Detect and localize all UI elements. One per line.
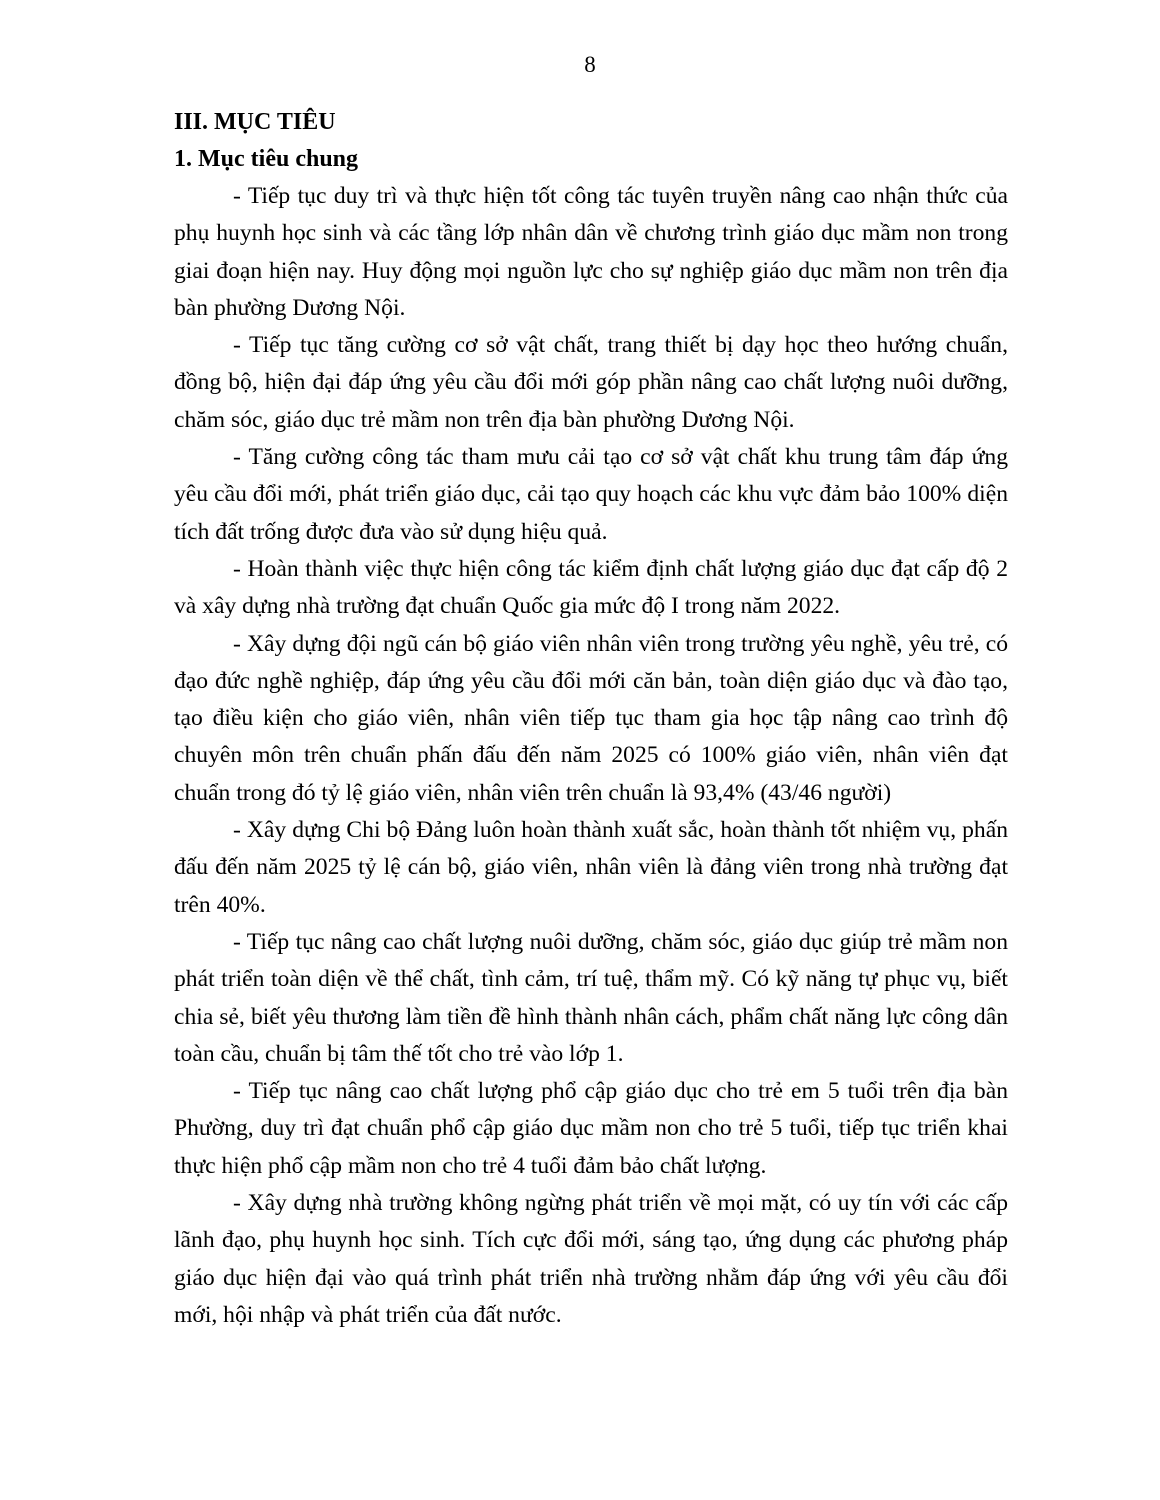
document-body — [174, 104, 1008, 1334]
subsection-heading: 1. Mục tiêu chung — [174, 146, 359, 172]
paragraph-8: - Tiếp tục nâng cao chất lượng phổ cập giáo dục cho trẻ em 5 tuổi trên địa bàn Phường, duy trì đạt chuẩn phổ cập giáo dục mầm non cho trẻ 5 tuổi, tiếp tục triển khai thực hiện phổ cập mầm non cho trẻ 4 tuổi đảm bảo chất lượng. — [174, 1078, 1008, 1179]
paragraph-6: - Xây dựng Chi bộ Đảng luôn hoàn thành xuất sắc, hoàn thành tốt nhiệm vụ, phấn đấu đến năm 2025 tỷ lệ cán bộ, giáo viên, nhân viên là đảng viên trong nhà trường đạt trên 40%. — [174, 817, 1008, 918]
paragraph-5: - Xây dựng đội ngũ cán bộ giáo viên nhân viên trong trường yêu nghề, yêu trẻ, có đạo đức nghề nghiệp, đáp ứng yêu cầu đổi mới căn bản, toàn diện giáo dục và đào tạo, tạo điều kiện cho giáo viên, nhân viên tiếp tục tham gia học tập nâng cao trình độ chuyên môn trên chuẩn phấn đấu đến năm 2025 có 100% giáo viên, nhân viên đạt chuẩn trong đó tỷ lệ giáo viên, nhân viên trên chuẩn là 93,4% (43/46 người) — [174, 630, 1008, 806]
paragraph-4: - Hoàn thành việc thực hiện công tác kiểm định chất lượng giáo dục đạt cấp độ 2 và xây dựng nhà trường đạt chuẩn Quốc gia mức độ I trong năm 2022. — [174, 555, 1008, 620]
page-number: 8 — [584, 52, 596, 77]
section-heading: III. MỤC TIÊU — [174, 109, 336, 135]
paragraph-1: - Tiếp tục duy trì và thực hiện tốt công tác tuyên truyền nâng cao nhận thức của phụ huynh học sinh và các tầng lớp nhân dân về chương trình giáo dục mầm non trong giai đoạn hiện nay. Huy động mọi nguồn lực cho sự nghiệp giáo dục mầm non trên địa bàn phường Dương Nội. — [174, 183, 1008, 321]
paragraph-9: - Xây dựng nhà trường không ngừng phát triển về mọi mặt, có uy tín với các cấp lãnh đạo, phụ huynh học sinh. Tích cực đổi mới, sáng tạo, ứng dụng các phương pháp giáo dục hiện đại vào quá trình phát triển nhà trường nhằm đáp ứng với yêu cầu đổi mới, hội nhập và phát triển của đất nước. — [174, 1190, 1008, 1328]
paragraph-3: - Tăng cường công tác tham mưu cải tạo cơ sở vật chất khu trung tâm đáp ứng yêu cầu đổi mới, phát triển giáo dục, cải tạo quy hoạch các khu vực đảm bảo 100% diện tích đất trống được đưa vào sử dụng hiệu quả. — [174, 444, 1008, 545]
paragraph-2: - Tiếp tục tăng cường cơ sở vật chất, trang thiết bị dạy học theo hướng chuẩn, đồng bộ, hiện đại đáp ứng yêu cầu đổi mới góp phần nâng cao chất lượng nuôi dưỡng, chăm sóc, giáo dục trẻ mầm non trên địa bàn phường Dương Nội. — [174, 332, 1008, 433]
paragraph-7: - Tiếp tục nâng cao chất lượng nuôi dưỡng, chăm sóc, giáo dục giúp trẻ mầm non phát triển toàn diện về thể chất, tình cảm, trí tuệ, thẩm mỹ. Có kỹ năng tự phục vụ, biết chia sẻ, biết yêu thương làm tiền đề hình thành nhân cách, phẩm chất năng lực công dân toàn cầu, chuẩn bị tâm thế tốt cho trẻ vào lớp 1. — [174, 928, 1008, 1067]
